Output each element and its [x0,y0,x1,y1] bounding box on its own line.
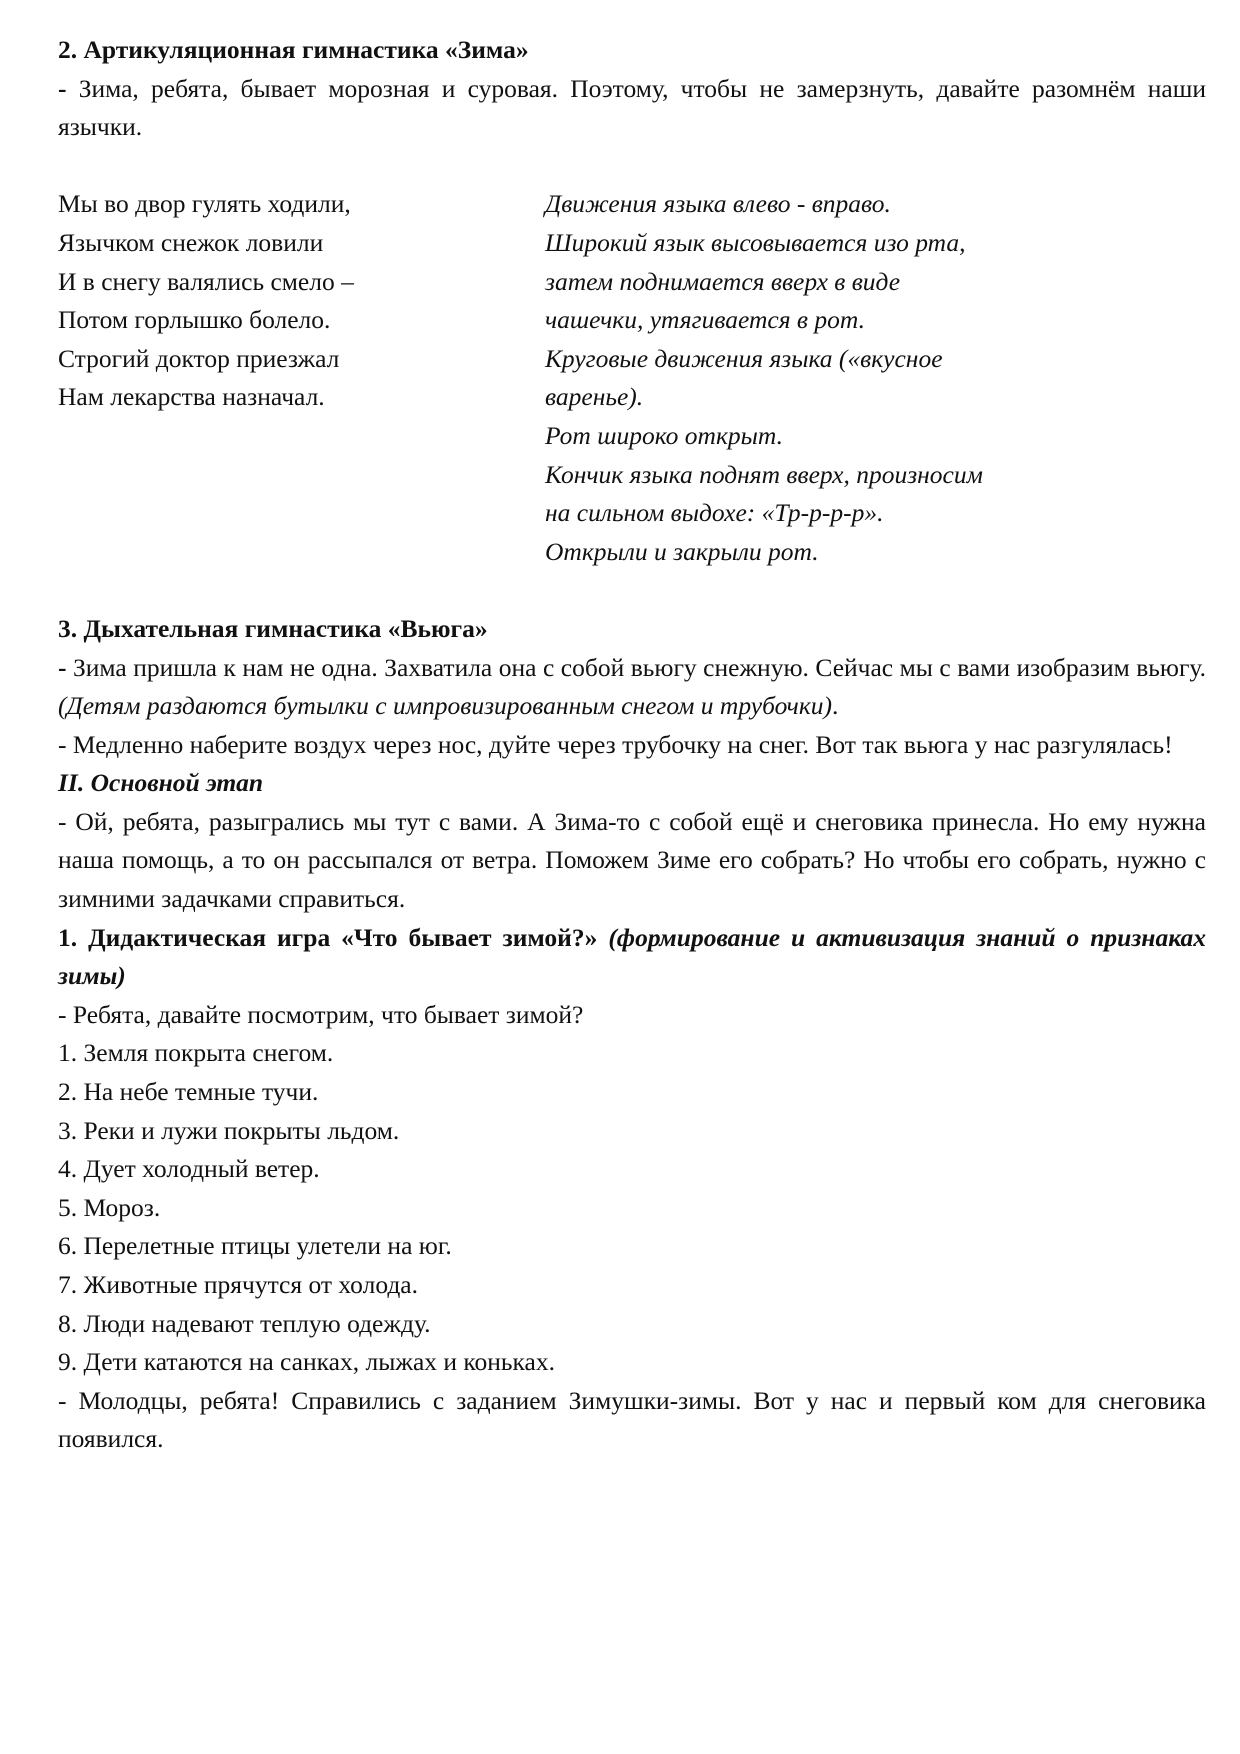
section-heading-breathing: 3. Дыхательная гимнастика «Вьюга» [58,613,488,643]
breathing-text: Зима пришла к нам не одна. Захватила она с собой вьюгу снежную. Сейчас мы с вами изобразим вьюгу. [66,652,1206,682]
instruction-line: Кончик языка поднят вверх, произносим [545,459,983,489]
poem-line: Нам лекарства назначал. [58,382,325,412]
instructions-column [545,185,1105,571]
list-item: 5. Мороз. [58,1192,161,1222]
breathing-paragraph-1 [58,649,1206,726]
instruction-line: затем поднимается вверх в виде [545,266,901,296]
instruction-line: Круговые движения языка («вкусное [545,343,943,373]
list-item: 7. Животные прячутся от холода. [58,1270,419,1299]
list-item: 4. Дует холодный ветер. [58,1154,320,1184]
instruction-line: варенье). [545,382,644,412]
main-stage-paragraph: - Ой, ребята, разыгрались мы тут с вами. А Зима-то с собой ещё и снеговика принесла. Но ему нужна наша помощь, а то он рассыпался от ветра. Поможем Зиме его собрать? Но чтобы его собрать, нужно с зимними задачками справиться. [58,806,1206,914]
winter-signs-list [58,1034,1206,1381]
instruction-line: Рот широко открыт. [545,420,783,450]
list-item: 6. Перелетные птицы улетели на юг. [58,1231,452,1261]
list-item: 3. Реки и лужи покрыты льдом. [58,1115,400,1145]
stage-direction: (Детям раздаются бутылки с импровизированным снегом и трубочки) [58,691,832,721]
poem-line: Потом горлышко болело. [58,305,331,335]
list-item: 9. Дети катаются на санках, лыжах и коньках. [58,1347,555,1377]
instruction-line: на сильном выдохе: «Тр-р-р-р». [545,498,884,528]
spacer [58,147,1206,186]
poem-lines-column [58,185,545,571]
game-heading [58,919,1206,996]
poem-line: И в снегу валялись смело – [58,266,354,296]
instruction-line: Открыли и закрыли рот. [545,536,819,566]
instruction-line: Движения языка влево - вправо. [545,189,891,219]
list-item: 1. Земля покрыта снегом. [58,1038,334,1068]
game-title: 1. Дидактическая игра «Что бывает зимой?» [58,922,598,952]
game-purpose: (формирование и активизация знаний о признаках зимы) [58,922,1206,991]
period: . [832,691,839,721]
list-item: 8. Люди надевают теплую одежду. [58,1308,431,1338]
list-item: 2. На небе темные тучи. [58,1077,319,1107]
document-page [58,31,1206,1459]
breathing-paragraph-2: - Медленно наберите воздух через нос, дуйте через трубочку на снег. Вот так вьюга у нас разгулялась! [58,729,1173,759]
game-question: - Ребята, давайте посмотрим, что бывает зимой? [58,999,584,1029]
stage-heading-main: II. Основной этап [58,768,264,798]
poem-line: Мы во двор гулять ходили, [58,189,351,219]
poem-line: Язычком снежок ловили [58,227,324,257]
instruction-line: чашечки, утягивается в рот. [545,305,865,335]
dash-marker: - [58,73,67,103]
section-heading-articulation: 2. Артикуляционная гимнастика «Зима» [58,35,529,64]
intro-text: Зима, ребята, бывает морозная и суровая. Поэтому, чтобы не замерзнуть, давайте разомнём наши язычки. [58,73,1206,142]
section-intro-paragraph [58,70,1206,147]
dash-marker: - [58,652,67,682]
spacer [58,571,1206,610]
poem-two-column [58,185,1206,571]
game-conclusion: - Молодцы, ребята! Справились с заданием Зимушки-зимы. Вот у нас и первый ком для снеговика появился. [58,1385,1206,1454]
instruction-line: Широкий язык высовывается изо рта, [545,227,966,257]
poem-line: Строгий доктор приезжал [58,343,340,373]
